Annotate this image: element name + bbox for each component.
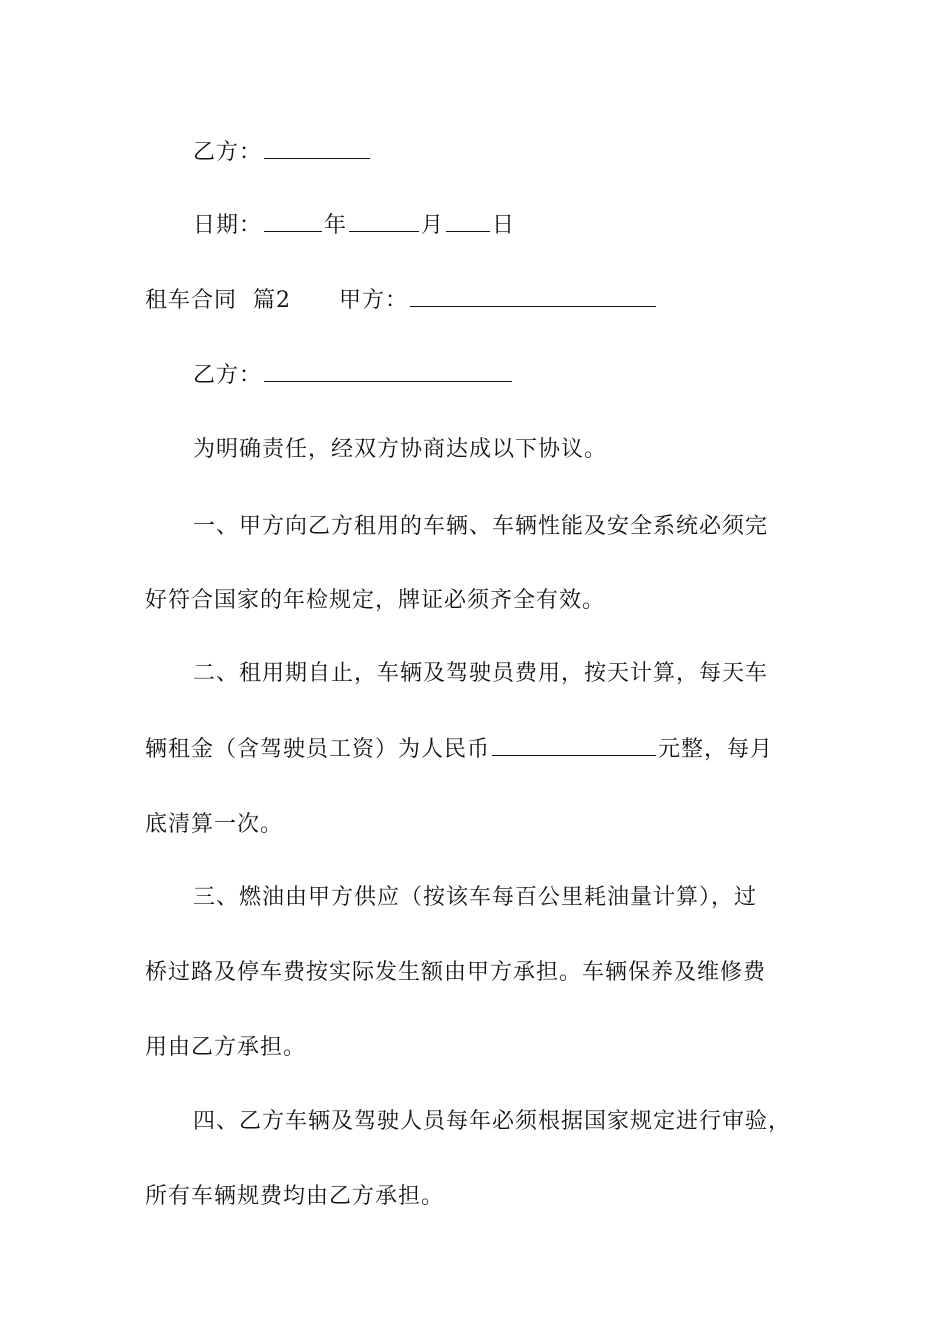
date-label: 日期：	[193, 213, 263, 238]
contract-heading-line	[145, 286, 825, 316]
clause-2-line-3: 底清算一次。	[145, 812, 284, 837]
month-label: 月	[421, 213, 445, 238]
clause-3-line-3: 用由乙方承担。	[145, 1035, 307, 1060]
party-b-label: 乙方：	[193, 140, 263, 165]
clause-2-line-1: 二、租用期自止，车辆及驾驶员费用，按天计算，每天车	[193, 661, 769, 686]
clause-1-line-1: 一、甲方向乙方租用的车辆、车辆性能及安全系统必须完	[193, 514, 769, 539]
clause-1-line-2: 好符合国家的年检规定，牌证必须齐全有效。	[145, 588, 606, 613]
party-a-label: 甲方：	[339, 288, 409, 313]
clause-4-line-1: 四、乙方车辆及驾驶人员每年必须根据国家规定进行审验，	[193, 1109, 792, 1134]
party-b-label-2: 乙方：	[193, 363, 263, 388]
contract-part: 篇2	[253, 288, 292, 313]
contract-title: 租车合同	[145, 288, 238, 313]
day-blank	[446, 211, 490, 232]
clause-2-rent-unit: 元整，每月	[658, 737, 774, 762]
party-b-blank	[264, 138, 370, 159]
clause-3-line-2: 桥过路及停车费按实际发生额由甲方承担。车辆保养及维修费	[145, 960, 767, 985]
clause-2-line-2	[145, 735, 825, 765]
date-line	[193, 211, 823, 241]
year-blank	[264, 211, 322, 232]
party-b-signature-line	[193, 138, 823, 168]
party-a-blank	[410, 286, 656, 307]
intro-paragraph: 为明确责任，经双方协商达成以下协议。	[193, 437, 608, 462]
clause-2-rent-text: 辆租金（含驾驶员工资）为人民币	[145, 737, 491, 762]
clause-4-line-2: 所有车辆规费均由乙方承担。	[145, 1184, 445, 1209]
day-label: 日	[492, 213, 516, 238]
party-b-line	[193, 361, 823, 391]
month-blank	[349, 211, 419, 232]
year-label: 年	[324, 213, 348, 238]
rent-amount-blank	[492, 735, 656, 756]
clause-3-line-1: 三、燃油由甲方供应（按该车每百公里耗油量计算），过	[193, 885, 758, 910]
party-b-blank-2	[264, 361, 512, 382]
